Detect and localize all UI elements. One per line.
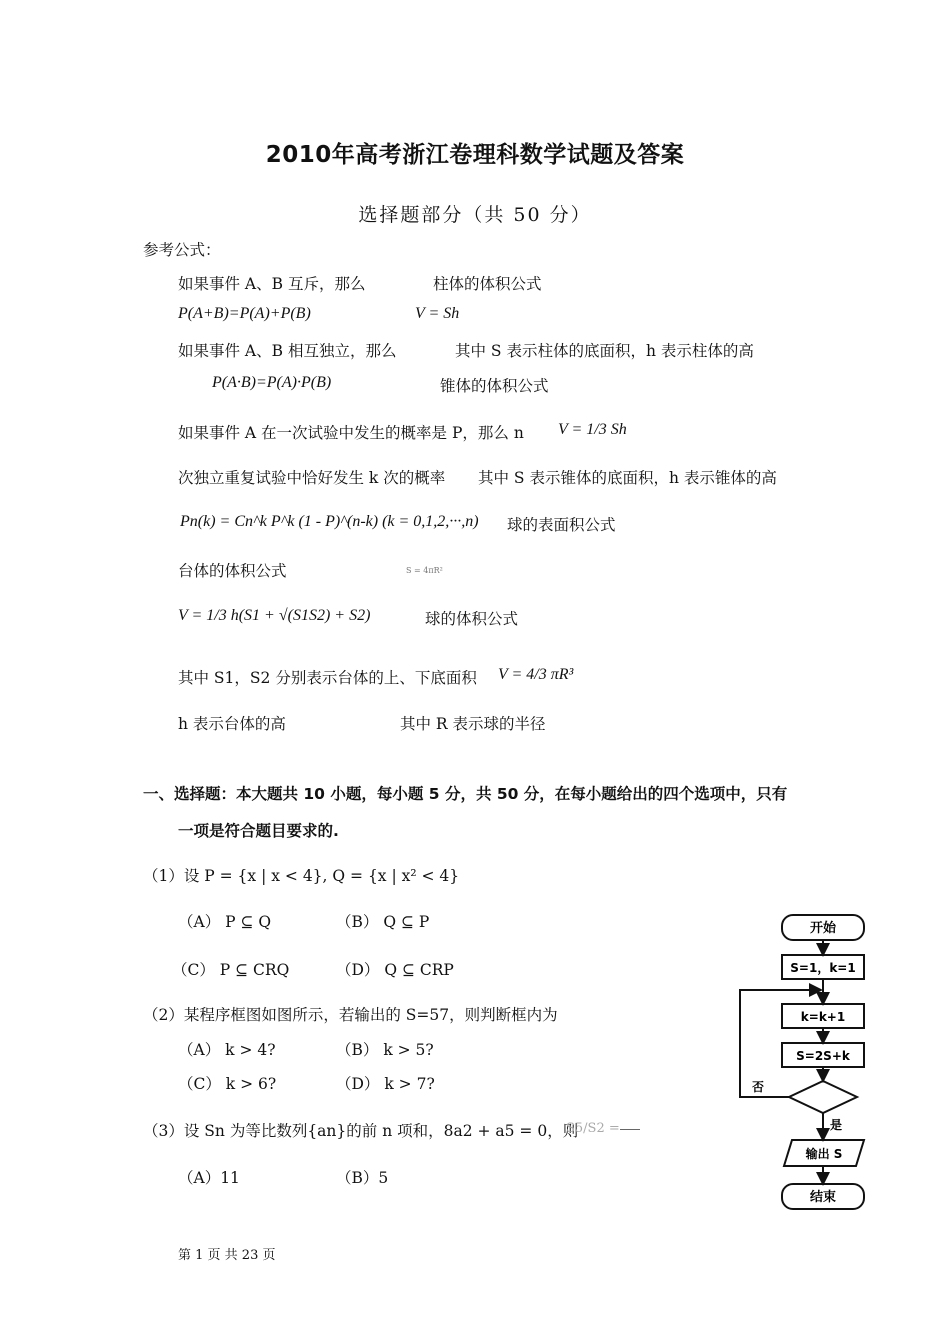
formula-row4-right: 锥体的体积公式 xyxy=(440,377,549,395)
page-title: 2010年高考浙江卷理科数学试题及答案 xyxy=(265,142,685,168)
formula-row6-right: 其中 S 表示锥体的底面积，h 表示锥体的高 xyxy=(478,469,777,487)
question-1-stem: （1）设 P = {x | x < 4}, Q = {x | x² < 4} xyxy=(143,867,460,885)
formula-row3-right: 其中 S 表示柱体的底面积，h 表示柱体的高 xyxy=(455,342,754,360)
flowchart-output-label: 输出 S xyxy=(805,1147,843,1161)
section-line2: 一项是符合题目要求的. xyxy=(178,822,339,840)
program-flowchart xyxy=(730,905,880,1225)
question-2-stem: （2）某程序框图如图所示，若输出的 S=57，则判断框内为 xyxy=(143,1006,558,1024)
section-subtitle: 选择题部分（共 50 分） xyxy=(358,204,592,226)
question-3-answer-blank xyxy=(620,1129,640,1130)
flowchart-yes-label: 是 xyxy=(829,1118,843,1132)
formula-row11-right: 其中 R 表示球的半径 xyxy=(400,715,546,733)
formula-row8-right: S = 4πR² xyxy=(406,566,443,575)
question-1-option-d: （D） Q ⊆ CRP xyxy=(336,961,454,979)
question-2-option-a: （A） k > 4? xyxy=(178,1041,276,1059)
formula-row9-left: V = 1/3 h(S1 + √(S1S2) + S2) xyxy=(178,607,371,624)
question-1-option-b: （B） Q ⊆ P xyxy=(336,913,430,931)
question-2-option-c: （C） k > 6? xyxy=(178,1075,277,1093)
formula-row2-left: P(A+B)=P(A)+P(B) xyxy=(178,305,311,322)
formula-row1-right: 柱体的体积公式 xyxy=(433,275,542,293)
formula-row3-left: 如果事件 A、B 相互独立，那么 xyxy=(178,342,397,360)
formula-row5-right: V = 1/3 Sh xyxy=(558,421,627,438)
question-2-option-d: （D） k > 7? xyxy=(336,1075,435,1093)
formula-row10-right: V = 4/3 πR³ xyxy=(498,666,574,683)
formula-row1-left: 如果事件 A、B 互斥，那么 xyxy=(178,275,366,293)
question-3-stem: （3）设 Sn 为等比数列{an}的前 n 项和，8a2 + a5 = 0，则 xyxy=(143,1122,579,1140)
flowchart-no-label: 否 xyxy=(751,1080,765,1094)
formula-row6-left: 次独立重复试验中恰好发生 k 次的概率 xyxy=(178,469,446,487)
question-3-option-b: （B）5 xyxy=(336,1169,389,1187)
formula-row4-left: P(A·B)=P(A)·P(B) xyxy=(212,374,332,391)
section-line1: 一、选择题：本大题共 10 小题，每小题 5 分，共 50 分，在每小题给出的四个选项中，只有 xyxy=(143,785,788,803)
formula-row10-left: 其中 S1，S2 分别表示台体的上、下底面积 xyxy=(178,669,477,687)
flowchart-decision-diamond xyxy=(789,1081,857,1113)
question-2-option-b: （B） k > 5? xyxy=(336,1041,434,1059)
formula-row9-right: 球的体积公式 xyxy=(425,610,519,628)
flowchart-start-label: 开始 xyxy=(809,921,837,936)
formula-row11-left: h 表示台体的高 xyxy=(178,715,286,733)
question-3-option-a: （A）11 xyxy=(178,1169,240,1187)
flowchart-step1-label: k=k+1 xyxy=(800,1010,846,1024)
formula-row5-left: 如果事件 A 在一次试验中发生的概率是 P，那么 n xyxy=(178,424,524,442)
question-1-option-c: （C） P ⊆ CRQ xyxy=(172,961,290,979)
page-footer: 第 1 页 共 23 页 xyxy=(178,1248,276,1263)
flowchart-step2-label: S=2S+k xyxy=(796,1049,850,1063)
flowchart-end-label: 结束 xyxy=(809,1190,837,1205)
formula-row2-right: V = Sh xyxy=(415,305,460,322)
formula-row7-left: Pn(k) = Cn^k P^k (1 - P)^(n-k) (k = 0,1,2,···,n) xyxy=(180,513,479,530)
formula-row8-left: 台体的体积公式 xyxy=(178,562,287,580)
question-3-stem-tail: S5/S2 = xyxy=(566,1121,620,1136)
question-1-option-a: （A） P ⊆ Q xyxy=(178,913,272,931)
flowchart-init-label: S=1，k=1 xyxy=(790,961,856,975)
formulas-heading: 参考公式： xyxy=(143,241,221,259)
formula-row7-right: 球的表面积公式 xyxy=(507,516,616,534)
